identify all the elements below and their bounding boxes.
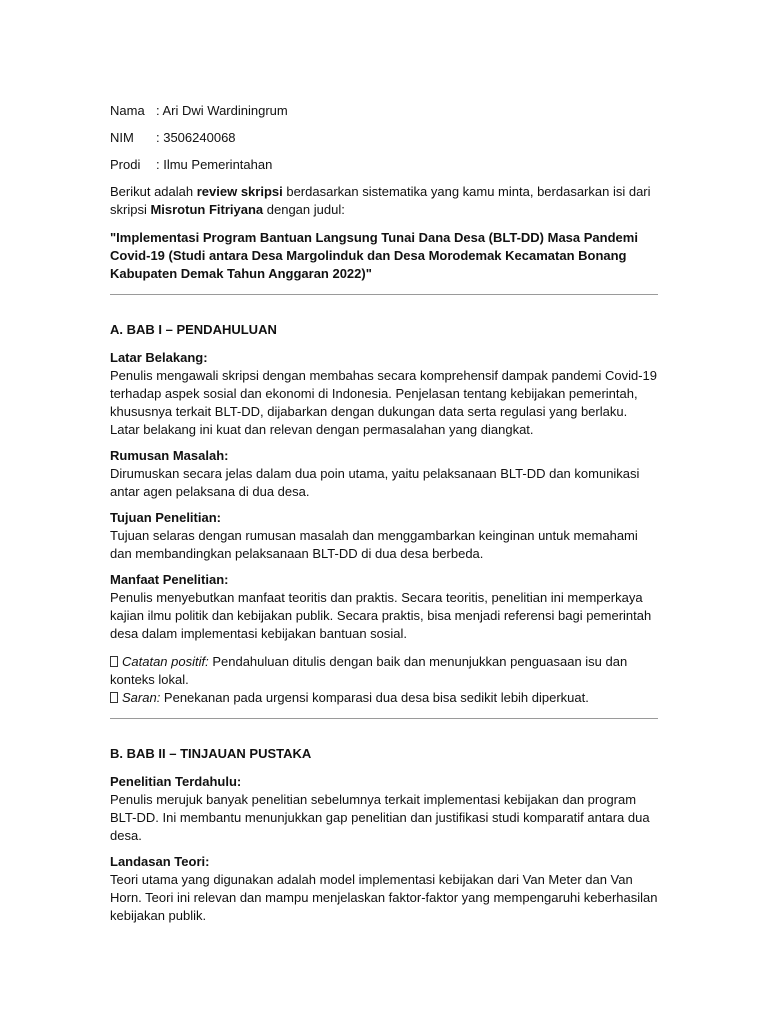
saran: [110, 689, 658, 707]
divider-2: [110, 718, 658, 719]
subsection-tujuan-penelitian: [110, 509, 658, 563]
missing-glyph-box-icon: [110, 656, 118, 667]
nama-label: Nama: [110, 103, 145, 118]
section-heading-bab1: A. BAB I – PENDAHULUAN: [110, 322, 277, 337]
subsection-landasan-teori: [110, 853, 658, 925]
saran-label: Saran:: [122, 690, 161, 705]
prodi-label: Prodi: [110, 157, 141, 172]
intro-part1: Berikut adalah: [110, 184, 197, 199]
terdahulu-text: Penulis merujuk banyak penelitian sebelumnya terkait implementasi kebijakan dan program BLT-DD. Ini membantu menunjukkan gap penelitian dan justifikasi studi komparatif antara dua desa.: [110, 792, 650, 843]
manfaat-title: Manfaat Penelitian:: [110, 572, 229, 587]
latar-text: Penulis mengawali skripsi dengan membahas secara komprehensif dampak pandemi Covid-19 terhadap aspek sosial dan ekonomi di Indonesia. Penjelasan tentang kebijakan pemerintah, khususnya terkait BLT-DD, dijabarkan dengan dukungan data serta regulasi yang berlaku. Latar belakang ini kuat dan relevan dengan permasalahan yang diangkat.: [110, 368, 658, 437]
missing-glyph-box-icon: [110, 692, 118, 703]
subsection-penelitian-terdahulu: [110, 773, 658, 845]
meta-nim: [110, 129, 658, 147]
intro-bold-author: Misrotun Fitriyana: [150, 202, 264, 217]
intro-part2: berdasarkan sistematika yang kamu minta, berdasarkan isi dari skripsi: [110, 184, 651, 217]
section-heading-bab2: B. BAB II – TINJAUAN PUSTAKA: [110, 746, 312, 761]
intro-part3: dengan judul:: [263, 202, 345, 217]
divider-1: [110, 294, 658, 295]
subsection-manfaat-penelitian: [110, 571, 658, 643]
thesis-title: "Implementasi Program Bantuan Langsung Tunai Dana Desa (BLT-DD) Masa Pandemi Covid-19 (Studi antara Desa Margolinduk dan Desa Morodemak Kecamatan Bonang Kabupaten Demak Tahun Anggaran 2022)": [110, 230, 638, 281]
saran-text: Penekanan pada urgensi komparasi dua desa bisa sedikit lebih diperkuat.: [160, 690, 589, 705]
intro-bold-review: review skripsi: [196, 184, 283, 199]
subsection-rumusan-masalah: [110, 447, 658, 501]
rumusan-text: Dirumuskan secara jelas dalam dua poin utama, yaitu pelaksanaan BLT-DD dan komunikasi antar agen pelaksana di dua desa.: [110, 466, 640, 499]
tujuan-title: Tujuan Penelitian:: [110, 510, 221, 525]
catatan-label: Catatan positif:: [122, 654, 209, 669]
landasan-text: Teori utama yang digunakan adalah model implementasi kebijakan dari Van Meter dan Van Horn. Teori ini relevan dan mampu menjelaskan faktor-faktor yang mempengaruhi keberhasilan kebijakan publik.: [110, 872, 658, 923]
manfaat-text: Penulis menyebutkan manfaat teoritis dan praktis. Secara teoritis, penelitian ini memperkaya kajian ilmu politik dan kebijakan publik. Secara praktis, bisa menjadi referensi bagi pemerintah desa dalam implementasi kebijakan bantuan sosial.: [110, 590, 652, 641]
nama-value: : Ari Dwi Wardiningrum: [156, 103, 288, 118]
nim-label: NIM: [110, 130, 134, 145]
nim-value: : 3506240068: [156, 130, 236, 145]
prodi-value: : Ilmu Pemerintahan: [156, 157, 273, 172]
rumusan-title: Rumusan Masalah:: [110, 448, 229, 463]
subsection-latar-belakang: [110, 349, 658, 439]
tujuan-text: Tujuan selaras dengan rumusan masalah dan menggambarkan keinginan untuk memahami dan membandingkan pelaksanaan BLT-DD di dua desa berbeda.: [110, 528, 638, 561]
latar-title: Latar Belakang:: [110, 350, 208, 365]
landasan-title: Landasan Teori:: [110, 854, 210, 869]
meta-nama: [110, 102, 658, 120]
document-page: [110, 102, 658, 933]
meta-prodi: [110, 156, 658, 174]
terdahulu-title: Penelitian Terdahulu:: [110, 774, 242, 789]
catatan-text: Pendahuluan ditulis dengan baik dan menunjukkan penguasaan isu dan konteks lokal.: [110, 654, 628, 687]
catatan-positif: [110, 653, 658, 689]
intro-paragraph: [110, 183, 658, 219]
